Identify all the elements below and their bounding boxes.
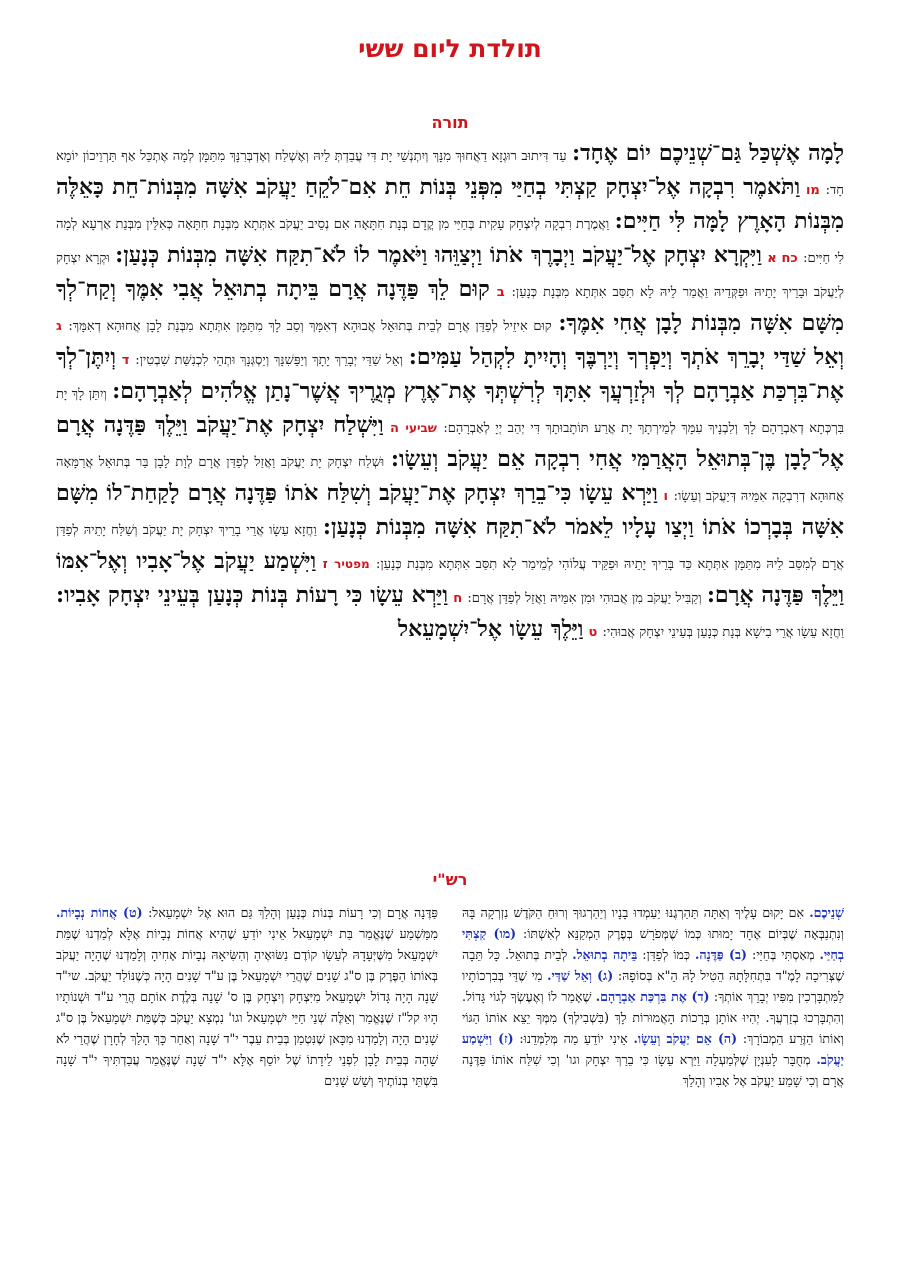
torah-verse-text: וְיִתֶּן־לְךָ אֶת־בִּרְכַּת אַבְרָהָם לְךָ וּלְזַרְעֲךָ אִתָּךְ לְרִשְׁתְּךָ אֶת־אֶרֶץ מְגֻרֶיךָ אֲשֶׁר־נָתַן אֱלֹהִים לְאַבְרָהָם: xyxy=(56,344,844,404)
rashi-comment-text: מִי שֶׁדַּי בְּבִרְכוֹתָיו לַמִּתְבָּרְכִין מִפִּיו יְבָרֵךְ אוֹתְךָ: xyxy=(462,968,844,1004)
rashi-dibur-hamatchil: (מו) קַצְתִּי בְחַיַּי. xyxy=(462,926,844,962)
rashi-column-right xyxy=(462,902,844,1252)
torah-verse-text: קוּם לֵךְ פַּדֶּנָה אֲרָם בֵּיתָה בְתוּאֵל אֲבִי אִמֶּךָ וְקַח־לְךָ מִשָּׁם אִשָּׁה מִבְּנוֹת לָבָן אֲחִי אִמֶּךָ: xyxy=(56,276,844,336)
verse-number: ט xyxy=(588,625,598,640)
rashi-comment-text: אֵינִי יוֹדֵעַ מַה מְּלַמְּדֵנוּ: xyxy=(519,1031,628,1046)
verse-number: ג xyxy=(56,319,62,334)
torah-verse-text: וְאֵל שַׁדַּי יְבָרֵךְ אֹתְךָ וְיַפְרְךָ וְיַרְבֶּךָ וְהָיִיתָ לִקְהַל עַמִּים: xyxy=(408,344,844,370)
onkelos-translation: וְאֵל שַׁדַּי יְבָרֵךְ יָתָךְ וְיַפֵּשִׁנָּךְ וְיַסְגְּנָךְ וּתְהֵי לִכְנִשַּׁת שִׁבְטִין: xyxy=(135,353,403,368)
rashi-comment-text: מִמַּשְׁמַע שֶׁנֶּאֱמַר בַּת יִשְׁמָעֵאל אֵינִי יוֹדֵעַ שֶׁהִיא אֲחוֹת נְבָיוֹת אֶלָּא לְמַדְנוּ שֶׁמֵּת יִשְׁמָעֵאל מִשֶּׁיְּעָדָהּ לְעֵשָׂו קוֹדֶם נִשּׂוּאֶיהָ וְהִשִּׂיאָהּ נְבָיוֹת אָחִיהָ וְלָמַדְנוּ שֶׁהָיָה יַעֲקֹב בְּאוֹתוֹ הַפֶּרֶק בֶּן ס"ג שָׁנִים שֶׁהֲרֵי יִשְׁמָעֵאל בֶּן ע"ד שָׁנִים הָיָה כְּשֶׁנּוֹלַד יַעֲקֹב. שי"ד שָׁנָה הָיָה גָּדוֹל יִשְׁמָעֵאל מִיִּצְחָק וְיִצְחָק בֶּן ס' שָׁנָה בְּלֶדֶת אוֹתָם הֲרֵי ע"ד וּשְׁנוֹתָיו הָיוּ קל"ז שֶׁנֶּאֱמַר וְאֵלֶּה שְׁנֵי חַיֵּי יִשְׁמָעֵאל וגו' נִמְצָא יַעֲקֹב כְּשֶׁמֵּת יִשְׁמָעֵאל בֶּן ס"ג שָׁנִים הָיָה וְלָמַדְנוּ מִכָּאן שֶׁנִּטְמַן בְּבֵית עֵבֶר י"ד שָׁנָה וְאַחַר כָּךְ הָלַךְ לְחָרָן שֶׁהֲרֵי לֹא שָׁהָה בְּבֵית לָבָן לִפְנֵי לֵידָתוֹ שֶׁל יוֹסֵף אֶלָּא י"ד שָׁנָה שֶׁנֶּאֱמַר עֲבַדְתִּיךָ י"ד שָׁנָה בִּשְׁתֵּי בְנוֹתֶיךָ וְשֵׁשׁ שָׁנִים xyxy=(56,926,438,1088)
onkelos-translation: וַאֲמֶרֶת רִבְקָה לְיִצְחָק עָקִית בְּחַיַּי מִן קֳדָם בְּנָת חִתָּאָה אִם נְסֵיב יַעֲקֹב אִתְּתָא מִבְּנָת חִתָּאָה כְּאִלֵּין מִבְּנַת אַרְעָא לְמָה לִי חַיִּים: xyxy=(56,217,844,266)
rashi-comment-text: כְּמוֹ לְפַדַּן: xyxy=(642,947,691,962)
rashi-heading: רש"י xyxy=(432,870,468,889)
torah-text-block xyxy=(56,138,844,860)
rashi-dibur-hamatchil: (ב) פַּדֶּנָה. xyxy=(695,947,747,962)
torah-verse-text: וַיִּשְׁלַח יִצְחָק אֶת־יַעֲקֹב וַיֵּלֶךְ פַּדֶּנָה אֲרָם אֶל־לָבָן בֶּן־בְּתוּאֵל הָאֲרַמִּי אֲחִי רִבְקָה אֵם יַעֲקֹב וְעֵשָׂו: xyxy=(56,412,844,472)
onkelos-translation: וְיִתֵּן לָךְ יָת בִּרְכְּתָא דְאַבְרָהָם לָךְ וְלִבְנָיךְ עִמָּךְ לְמֵירְתָךְ יָת אֲרַע תּוֹתָבוּתָךְ דִּי יְהַב יְיָ לְאַבְרָהָם: xyxy=(56,387,844,436)
torah-verse-text: וַיַּרְא עֵשָׂו כִּי־בֵרַךְ יִצְחָק אֶת־יַעֲקֹב וְשִׁלַּח אֹתוֹ פַּדֶּנָה אֲרָם לָקַחַת־לוֹ מִשָּׁם אִשָּׁה בְּבָרְכוֹ אֹתוֹ וַיְצַו עָלָיו לֵאמֹר לֹא־תִקַּח אִשָּׁה מִבְּנוֹת כְּנָעַן: xyxy=(56,480,844,540)
torah-verse-text: וַתֹּאמֶר רִבְקָה אֶל־יִצְחָק קַצְתִּי בְחַיַּי מִפְּנֵי בְּנוֹת חֵת אִם־לֹקֵחַ יַעֲקֹב אִשָּׁה מִבְּנוֹת־חֵת כָּאֵלֶּה מִבְּנוֹת הָאָרֶץ לָמָּה לִּי חַיִּים: xyxy=(56,174,844,234)
rashi-comment-text: שֶׁאָמַר לוֹ וְאֶעֶשְׂךָ לְגוֹי גָּדוֹל. וְהִתְבָּרְכוּ בְזַרְעֲךָ. יְהִיוּ אוֹתָן בְּרָכוֹת הָאֲמוּרוֹת לָךְ (בִּשְׁבִילְךָ) מִמְּךָ יֵצֵא אוֹתוֹ הַגּוֹי וְאוֹתוֹ הַזֶּרַע הַמְבוֹרָךְ: xyxy=(462,989,844,1046)
verse-number: כח א xyxy=(767,251,798,266)
verse-number: מו xyxy=(805,183,820,198)
onkelos-translation: וַחֲזָא עֵשָׂו אֲרֵי בָרֵיךְ יִצְחָק יָת יַעֲקֹב וְשַׁלַּח יָתֵיהּ לְפַדַּן אֲרָם לְמִסַּב לֵיהּ מִתַּמָּן אִתְּתָא כַּד בָּרֵיךְ יָתֵיהּ וּפַקֵּיד עֲלוֹהִי לְמֵימַר לָא תִסַּב אִתְּתָא מִבְּנַת כְּנָעַן: xyxy=(56,523,844,572)
rashi-dibur-hamatchil: בֵּיתָה בְתוּאֵל. xyxy=(572,947,638,962)
rashi-dibur-hamatchil: (ד) אֶת בִּרְכַּת אַבְרָהָם. xyxy=(595,989,710,1004)
rashi-comment-text: מְחֻבָּר לָעִנְיָן שֶׁלְּמַעְלָה וַיַּרְא עֵשָׂו כִּי בֵרַךְ יִצְחָק וגו' וְכִי שִׁלַּח אוֹתוֹ פַּדֶּנָה אֲרָם וְכִי שָׁמַע יַעֲקֹב אֶל אָבִיו וְהָלַךְ xyxy=(462,1052,844,1088)
torah-verse-text: וַיֵּלֶךְ עֵשָׂו אֶל־יִשְׁמָעֵאל xyxy=(397,616,584,642)
verse-number: ב xyxy=(496,285,505,300)
aliyah-marker: מפטיר xyxy=(334,557,370,571)
torah-verse-text: וַיַּרְא עֵשָׂו כִּי רָעוֹת בְּנוֹת כְּנָעַן בְּעֵינֵי יִצְחָק אָבִיו: xyxy=(56,582,448,608)
rashi-dibur-hamatchil: שְׁנֵיכֶם. xyxy=(809,905,844,920)
onkelos-translation: קוּם אִיזֵיל לְפַדַּן אֲרָם לְבֵית בְּתוּאֵל אֲבוּהָא דְאִמָּךְ וְסַב לָךְ מִתַּמָּן אִתְּתָא מִבְּנַת לָבָן אֲחוּהָא דְאִמָּךְ: xyxy=(68,319,552,334)
rashi-comment-text: פַּדֶּנָה אֲרָם וְכִי רָעוֹת בְּנוֹת כְּנָעַן וְהָלַךְ גַּם הוּא אֶל יִשְׁמָעֵאל: xyxy=(148,905,438,920)
onkelos-translation: וַחֲזָא עֵשָׂו אֲרֵי בִישָׁא בְּנָת כְּנָעַן בְּעֵינֵי יִצְחָק אֲבוּהִי: xyxy=(602,625,844,640)
torah-verse-text: לָמָה אֶשְׁכַּל גַּם־שְׁנֵיכֶם יוֹם אֶחָד: xyxy=(571,140,844,166)
verse-number: ז xyxy=(322,557,328,572)
torah-verse-text: וַיִּשְׁמַע יַעֲקֹב אֶל־אָבִיו וְאֶל־אִמּוֹ וַיֵּלֶךְ פַּדֶּנָה אֲרָם: xyxy=(56,548,844,608)
onkelos-translation: עַד דִּיתוּב רוּגְזָא דַאֲחוּךְ מִנָּךְ וְיִתְנְשֵׁי יָת דִּי עֲבַדְתְּ לֵיהּ וְאֶשְׁלַח וְאֶדְבְּרִנָּךְ מִתַּמָּן לְמָה אֶתְכַּל אַף תַּרְוֵיכוֹן יוֹמָא חָד: xyxy=(56,149,844,198)
rashi-comment-text: אִם יָקוּם עָלֶיךָ וְאַתָּה תַּהַרְגֶנּוּ יַעַמְדוּ בָנָיו וְיַהַרְגוּךָ וְרוּחַ הַקֹּדֶשׁ נִזְרְקָה בָּהּ וְנִתְנַבְּאָה שֶׁבְּיוֹם אֶחָד יָמוּתוּ כְּמוֹ שֶׁמְּפֹרָשׁ בְּפֶרֶק הַמְקַנֵּא לְאִשְׁתּוֹ: xyxy=(462,905,844,941)
verse-number: ד xyxy=(121,353,130,368)
rashi-comment-text: לְבֵית בְּתוּאֵל. כָּל תֵּבָה שֶׁצְּרִיכָה לָמֶ"ד בִּתְחִלָּתָהּ הֵטִיל לָהּ הֵ"א בְּסוֹפָהּ: xyxy=(462,947,844,983)
rashi-dibur-hamatchil: (ג) וְאֵל שַׁדַּי. xyxy=(547,968,614,983)
verse-number: ח xyxy=(453,591,463,606)
verse-number: ו xyxy=(663,489,668,504)
onkelos-translation: וּקְרָא יִצְחָק לְיַעֲקֹב וּבָרֵיךְ יָתֵיהּ וּפַקְּדֵיהּ וַאֲמַר לֵיהּ לָא תִסַּב אִתְּתָא מִבְּנָת כְּנָעַן: xyxy=(56,251,844,300)
rashi-comment-text: מְאַסְתִּי בְּחַיַּי: xyxy=(751,947,815,962)
torah-verse-text: וַיִּקְרָא יִצְחָק אֶל־יַעֲקֹב וַיְבָרֶךְ אֹתוֹ וַיְצַוֵּהוּ וַיֹּאמֶר לוֹ לֹא־תִקַּח אִשָּׁה מִבְּנוֹת כְּנָעַן: xyxy=(115,242,762,268)
rashi-dibur-hamatchil: (ט) אֲחוֹת נְבָיוֹת. xyxy=(56,905,143,920)
verse-number: ה xyxy=(390,421,399,436)
rashi-dibur-hamatchil: (ז) וַיִּשְׁמַע יַעֲקֹב. xyxy=(462,1031,844,1067)
rashi-column-left xyxy=(56,902,438,1252)
aliyah-marker: שביעי xyxy=(405,421,437,435)
rashi-dibur-hamatchil: (ה) אֵם יַעֲקֹב וְעֵשָׂו. xyxy=(633,1031,738,1046)
onkelos-translation: וְקַבִּיל יַעֲקֹב מִן אֲבוּהִי וּמִן אִמֵּיהּ וַאֲזַל לְפַדַּן אֲרָם: xyxy=(467,591,702,606)
onkelos-translation: וּשְׁלַח יִצְחָק יָת יַעֲקֹב וַאֲזַל לְפַדַּן אֲרָם לְוָת לָבָן בַּר בְּתוּאֵל אֲרַמָּאָה אֲחוּהָא דְרִבְקָה אִמֵּיהּ דְּיַעֲקֹב וְעֵשָׂו: xyxy=(56,455,844,504)
rashi-commentary xyxy=(56,902,844,1252)
page-title: תולדת ליום ששי xyxy=(358,34,542,63)
torah-heading: תורה xyxy=(431,113,469,132)
